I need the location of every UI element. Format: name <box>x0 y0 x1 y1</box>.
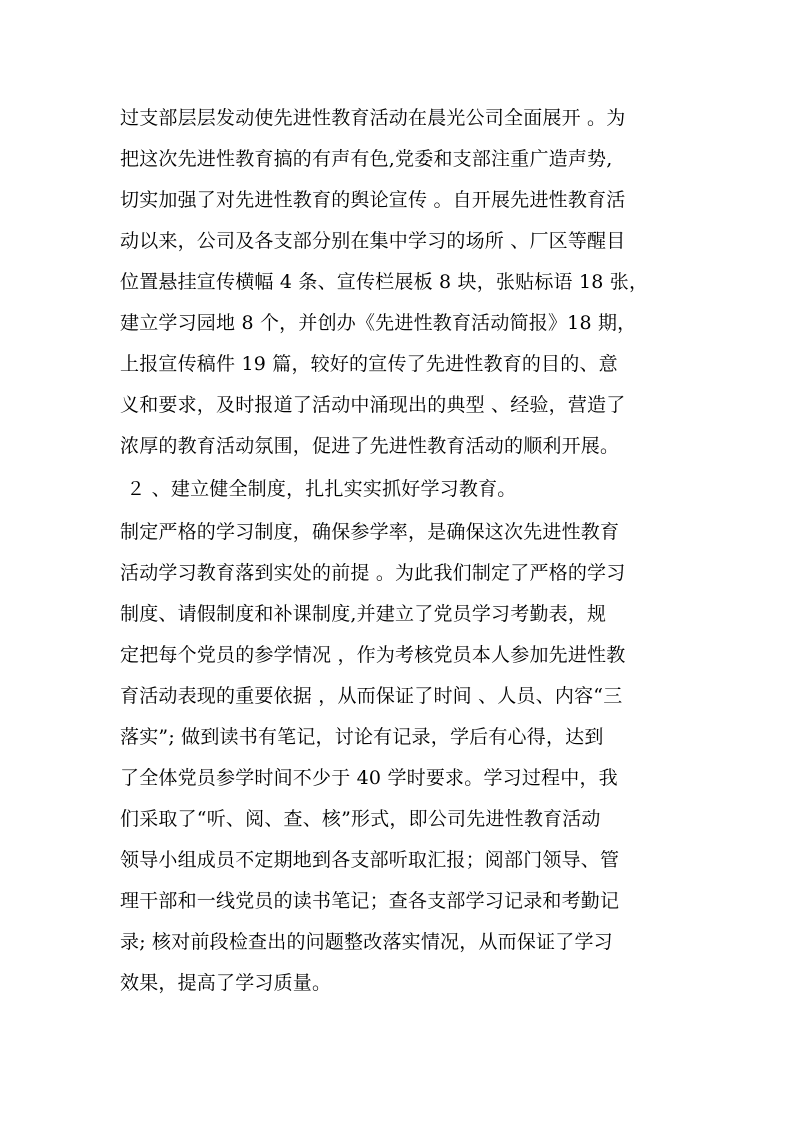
paragraph-line-4: 动以来，公司及各支部分别在集中学习的场所 、厂区等醒目 <box>120 230 626 252</box>
paragraph-line-16: 落实”; 做到读书有笔记，讨论有记录，学后有心得，达到 <box>120 726 604 748</box>
paragraph-line-13: 制度、请假制度和补课制度,并建立了党员学习考勤表，规 <box>120 603 607 625</box>
paragraph-line-20: 理干部和一线党员的读书笔记；查各支部学习记录和考勤记 <box>120 890 620 912</box>
paragraph-line-14: 定把每个党员的参学情况 ，作为考核党员本人参加先进性教 <box>120 644 626 666</box>
paragraph-line-21: 录; 核对前段检查出的问题整改落实情况，从而保证了学习 <box>120 931 613 953</box>
paragraph-line-9: 浓厚的教育活动氛围，促进了先进性教育活动的顺利开展。 <box>120 435 620 457</box>
paragraph-line-6: 建立学习园地 8 个，并创办《先进性教育活动简报》18 期， <box>120 312 637 334</box>
paragraph-line-11: 制定严格的学习制度，确保参学率，是确保这次先进性教育 <box>120 521 620 543</box>
paragraph-line-18: 们采取了“听、阅、查、核”形式，即公司先进性教育活动 <box>120 808 601 830</box>
paragraph-line-8: 义和要求，及时报道了活动中涌现出的典型 、经验，营造了 <box>120 394 626 416</box>
section-heading: ２ 、建立健全制度，扎扎实实抓好学习教育。 <box>120 478 517 500</box>
paragraph-line-15: 育活动表现的重要依据 ，从而保证了时间 、人员、内容“三 <box>120 685 623 707</box>
paragraph-line-1: 过支部层层发动使先进性教育活动在晨光公司全面展开 。为 <box>120 107 626 129</box>
paragraph-line-22: 效果，提高了学习质量。 <box>120 972 332 994</box>
paragraph-line-12: 活动学习教育落到实处的前提 。为此我们制定了严格的学习 <box>120 562 626 584</box>
paragraph-line-7: 上报宣传稿件 19 篇，较好的宣传了先进性教育的目的、意 <box>120 353 618 375</box>
paragraph-line-2: 把这次先进性教育搞的有声有色,党委和支部注重广造声势, <box>120 148 613 170</box>
paragraph-line-19: 领导小组成员不定期地到各支部听取汇报；阅部门领导、管 <box>120 849 620 871</box>
paragraph-line-17: 了全体党员参学时间不少于 40 学时要求。学习过程中，我 <box>120 767 618 789</box>
paragraph-line-3: 切实加强了对先进性教育的舆论宣传 。自开展先进性教育活 <box>120 189 626 211</box>
paragraph-line-5: 位置悬挂宣传横幅 4 条、宣传栏展板 8 块，张贴标语 18 张， <box>120 271 649 293</box>
